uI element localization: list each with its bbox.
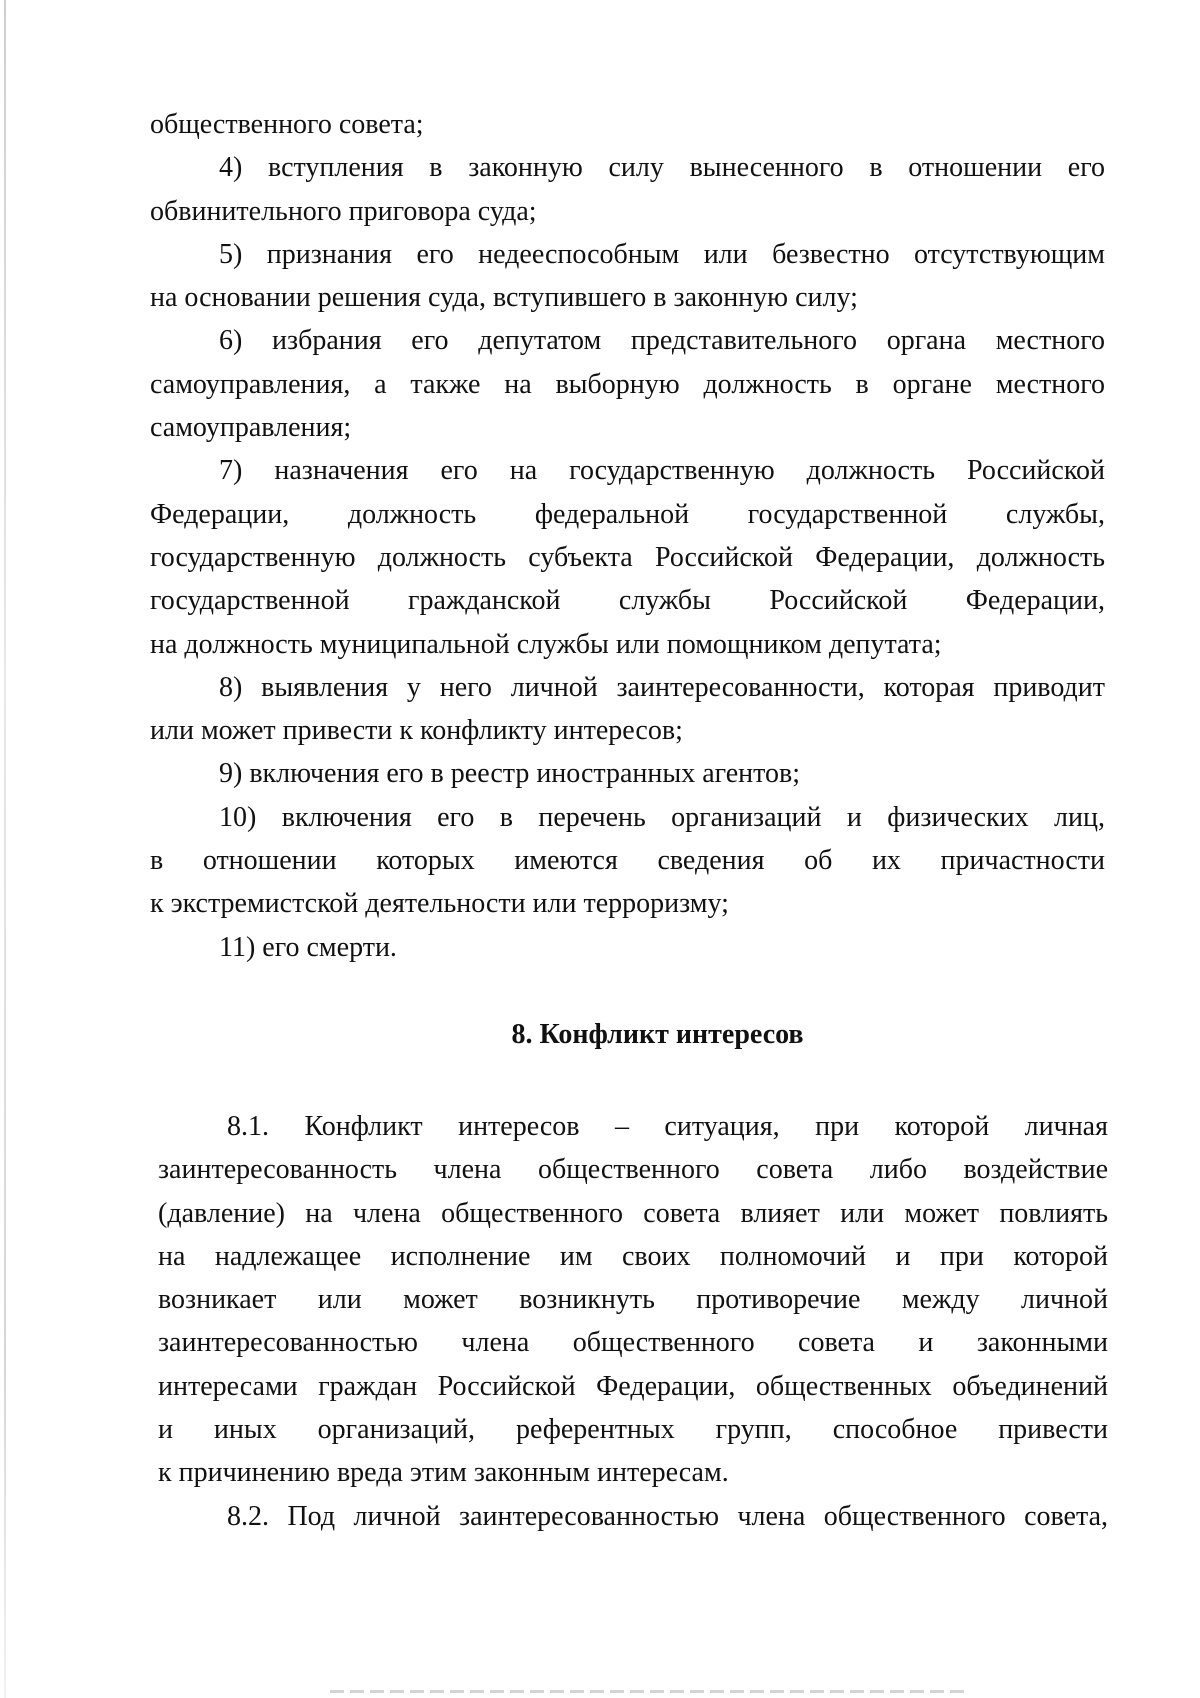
scan-bottom-artifact: [330, 1690, 970, 1693]
text-line: государственную должность субъекта Российской Федерации, должность: [150, 541, 1105, 573]
text-line: общественного совета;: [150, 109, 424, 140]
text-line: в отношении которых имеются сведения об их причастности: [150, 845, 1105, 877]
text-line: и иных организаций, референтных групп, способное привести: [158, 1414, 1108, 1446]
text-line: возникает или может возникнуть противоречие между личной: [158, 1284, 1108, 1316]
text-line: или может привести к конфликту интересов;: [150, 715, 683, 747]
text-line: 8.2. Под личной заинтересованностью члена общественного совета,: [227, 1500, 1108, 1532]
text-line: обвинительного приговора суда;: [150, 195, 537, 227]
text-line: 11) его смерти.: [219, 931, 397, 963]
section-heading: 8. Конфликт интересов: [511, 1018, 804, 1050]
text-line: 7) назначения его на государственную должность Российской: [219, 455, 1105, 487]
body-text-bottom: [158, 1105, 1108, 1538]
body-text-top: [150, 103, 1105, 1056]
text-line: 8) выявления у него личной заинтересованности, которая приводит: [219, 671, 1105, 703]
text-line: на должность муниципальной службы или помощником депутата;: [150, 628, 942, 660]
text-line: заинтересованность члена общественного совета либо воздействие: [158, 1154, 1108, 1186]
text-line: государственной гражданской службы Российской Федерации,: [150, 585, 1105, 617]
text-line: интересами граждан Российской Федерации, общественных объединений: [158, 1370, 1108, 1402]
text-line: 10) включения его в перечень организаций и физических лиц,: [219, 801, 1105, 833]
heading-spacer: [150, 969, 1105, 1013]
text-line: на надлежащее исполнение им своих полномочий и при которой: [158, 1240, 1108, 1272]
text-line: 9) включения его в реестр иностранных агентов;: [219, 758, 801, 790]
text-line: 5) признания его недееспособным или безвестно отсутствующим: [219, 238, 1105, 270]
text-line: на основании решения суда, вступившего в законную силу;: [150, 282, 858, 314]
text-line: к причинению вреда этим законным интересам.: [158, 1457, 729, 1489]
text-line: 8.1. Конфликт интересов – ситуация, при которой личная: [227, 1111, 1108, 1142]
text-line: заинтересованностью члена общественного совета и законными: [158, 1327, 1108, 1359]
text-line: 4) вступления в законную силу вынесенного в отношении его: [219, 152, 1105, 184]
scan-left-edge: [4, 0, 6, 1698]
text-line: Федерации, должность федеральной государственной службы,: [150, 498, 1105, 530]
text-line: к экстремистской деятельности или терроризму;: [150, 888, 729, 920]
text-line: (давление) на члена общественного совета влияет или может повлиять: [158, 1197, 1108, 1229]
text-line: самоуправления;: [150, 412, 352, 444]
text-line: самоуправления, а также на выборную должность в органе местного: [150, 368, 1105, 400]
text-line: 6) избрания его депутатом представительного органа местного: [219, 325, 1105, 357]
